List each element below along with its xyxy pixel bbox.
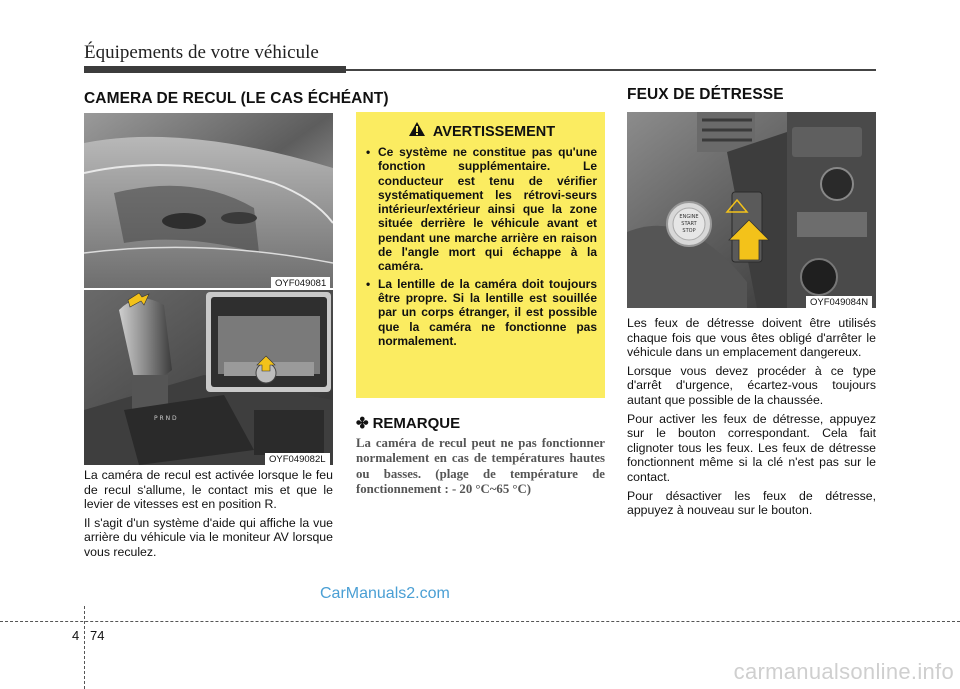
note-text: La caméra de recul peut ne pas fonctionner normalement en cas de températures hautes ou basses. (plage de température de fonctionnement : - 20 °C~65 °C): [356, 436, 605, 497]
watermark-carmanuals2[interactable]: CarManuals2.com: [320, 585, 450, 602]
note-header: [356, 414, 460, 432]
photo-gear-shift-monitor: [84, 290, 333, 465]
header-rule: [346, 69, 876, 71]
footer-page-number: 74: [90, 628, 105, 643]
photo-label-oyf049081: OYF049081: [271, 277, 330, 290]
engine-button-label-3: STOP: [682, 228, 696, 234]
warning-box: [356, 112, 605, 398]
bullet-icon: •: [366, 276, 371, 291]
warning-item: [366, 145, 597, 274]
photo-label-oyf049082l: OYF049082L: [265, 453, 330, 466]
hazard-paragraph-3: Pour activer les feux de détresse, appuyez sur le bouton correspondant. Cela fait clignoter tous les feux. Les feux de détresse fonctionnent même si la clé n'est pas sur le contact.: [627, 411, 876, 484]
warning-item-text: La lentille de la caméra doit toujours être propre. Si la lentille est souillée par un corps étranger, il est possible que la caméra ne fonctionne pas normalement.: [378, 276, 597, 348]
warning-item-text: Ce système ne constitue pas qu'une fonction supplémentaire. Le conducteur est tenu de vérifier systématiquement les rétrovi-seurs intérieur/extérieur ainsi que la zone située derrière le véhicule avant et pendant une marche arrière en raison de l'angle mort qui échappe à la caméra.: [378, 145, 597, 274]
footer-chapter-number: 4: [72, 628, 80, 643]
photo-label-oyf049084n: OYF049084N: [806, 296, 872, 309]
footer-dashed-rule: [0, 621, 960, 622]
svg-text:P R N D: P R N D: [154, 415, 177, 422]
watermark-carmanualsonline[interactable]: carmanualsonline.info: [733, 659, 954, 684]
photo-hazard-button: [627, 112, 876, 308]
note-title: REMARQUE: [372, 414, 461, 432]
hazard-paragraph-4: Pour désactiver les feux de détresse, appuyez à nouveau sur le bouton.: [627, 488, 876, 518]
hazard-paragraph-2: Lorsque vous devez procéder à ce type d'arrêt d'urgence, écartez-vous toujours autant que possible de la chaussée.: [627, 363, 876, 407]
warning-title: AVERTISSEMENT: [432, 123, 556, 140]
rear-camera-paragraph-2: Il s'agit d'un système d'aide qui affiche la vue arrière du véhicule via le moniteur AV lorsque vous reculez.: [84, 515, 333, 559]
engine-button-label-1: ENGINE: [679, 214, 699, 220]
bullet-icon: •: [366, 145, 371, 159]
section-title-rear-camera: CAMERA DE RECUL (LE CAS ÉCHÉANT): [84, 90, 389, 107]
engine-button-label-2: START: [681, 221, 697, 227]
rear-camera-paragraph-1: La caméra de recul est activée lorsque le feu de recul s'allume, le contact mis et que le levier de vitesses est en position R.: [84, 468, 333, 512]
hazard-lights-description: [627, 316, 876, 522]
footer-vertical-rule: [84, 606, 85, 689]
hazard-paragraph-1: Les feux de détresse doivent être utilisés chaque fois que vous êtes obligé d'arrêter le véhicule dans un emplacement dangereux.: [627, 316, 876, 360]
warning-item: [366, 277, 597, 348]
rear-camera-description: [84, 468, 333, 564]
warning-triangle-icon: [408, 121, 426, 142]
warning-list: [366, 145, 597, 348]
note-asterisk-icon: ✤: [356, 415, 369, 432]
header-bar-dark: [84, 66, 346, 73]
warning-header: [366, 121, 597, 142]
section-title-hazard-lights: FEUX DE DÉTRESSE: [627, 86, 784, 103]
photo-rear-trunk-camera: [84, 113, 333, 288]
page-header-title: Équipements de votre véhicule: [84, 42, 319, 63]
